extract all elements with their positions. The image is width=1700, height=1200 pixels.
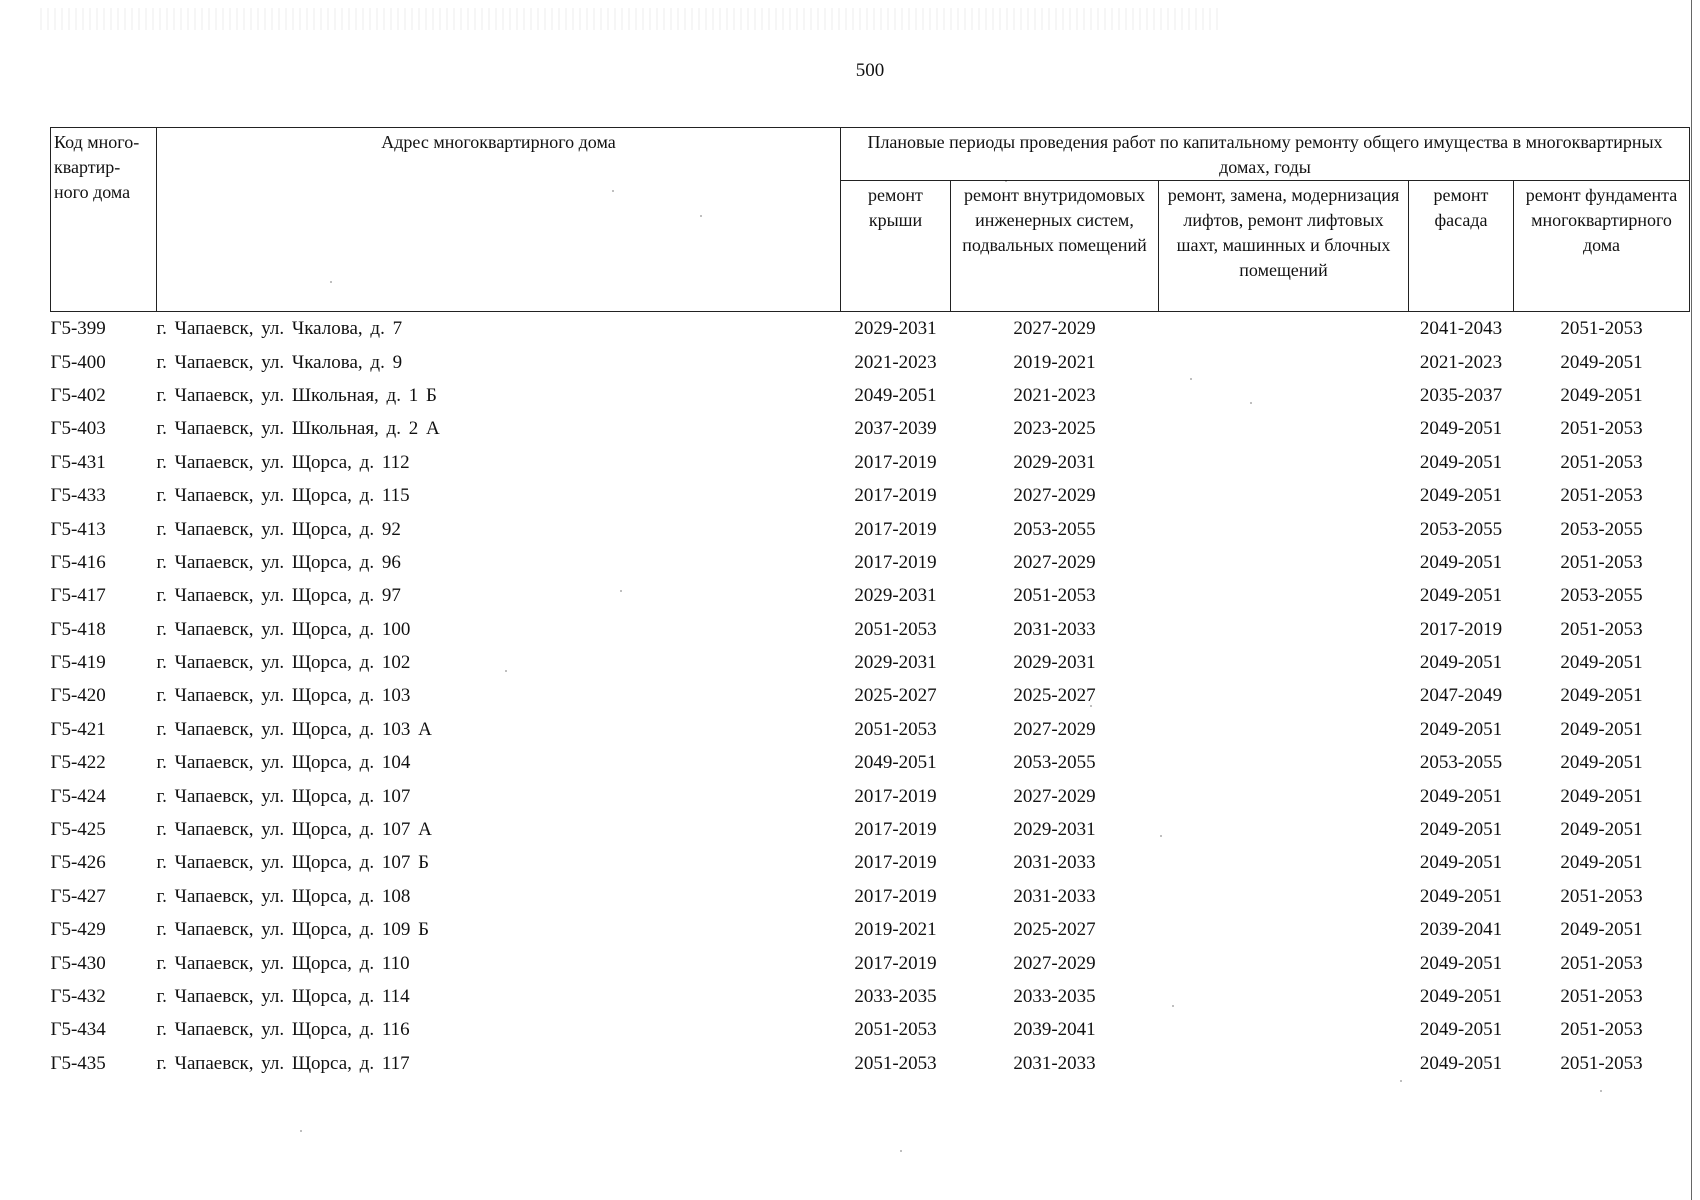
- cell-elevators: [1159, 345, 1409, 378]
- table-row: [51, 512, 1690, 545]
- cell-code: Г5-429: [50, 919, 106, 941]
- cell-systems: 2053-2055: [1013, 752, 1096, 774]
- cell-address: г. Чапаевск, ул. Щорса, д. 107: [156, 785, 411, 807]
- cell-elevators: [1159, 446, 1409, 479]
- table-row: [51, 880, 1690, 913]
- cell-systems: 2025-2027: [1013, 919, 1096, 941]
- cell-address: г. Чапаевск, ул. Щорса, д. 116: [156, 1019, 410, 1041]
- scan-speck: [620, 590, 622, 592]
- cell-facade: 2049-2051: [1419, 652, 1503, 674]
- cell-roof: 2017-2019: [854, 952, 937, 974]
- cell-facade: 2017-2019: [1419, 618, 1503, 640]
- cell-elevators: [1159, 379, 1409, 412]
- cell-elevators: [1159, 880, 1409, 913]
- cell-facade: 2049-2051: [1419, 451, 1503, 473]
- cell-foundation: 2049-2051: [1560, 752, 1643, 774]
- cell-roof: 2021-2023: [854, 351, 937, 373]
- scan-speck: [1160, 835, 1162, 837]
- cell-facade: 2053-2055: [1419, 518, 1503, 540]
- cell-address: г. Чапаевск, ул. Чкалова, д. 7: [156, 318, 403, 340]
- cell-facade: 2041-2043: [1419, 318, 1503, 340]
- cell-address: г. Чапаевск, ул. Щорса, д. 109 Б: [156, 919, 429, 941]
- cell-foundation: 2051-2053: [1560, 1052, 1643, 1074]
- cell-roof: 2051-2053: [854, 1019, 937, 1041]
- cell-address: г. Чапаевск, ул. Школьная, д. 2 А: [156, 418, 440, 440]
- cell-systems: 2031-2033: [1013, 885, 1096, 907]
- cell-foundation: 2053-2055: [1560, 518, 1643, 540]
- cell-systems: 2051-2053: [1013, 585, 1096, 607]
- cell-roof: 2017-2019: [854, 551, 937, 573]
- cell-code: Г5-400: [50, 351, 106, 373]
- cell-foundation: 2051-2053: [1560, 986, 1643, 1007]
- scan-speck: [1250, 402, 1252, 404]
- cell-address: г. Чапаевск, ул. Школьная, д. 1 Б: [156, 384, 437, 406]
- scan-speck: [1190, 378, 1192, 380]
- cell-systems: 2031-2033: [1013, 1052, 1096, 1074]
- cell-code: Г5-402: [50, 384, 106, 406]
- cell-elevators: [1159, 512, 1409, 545]
- cell-roof: 2017-2019: [854, 852, 937, 874]
- cell-systems: 2025-2027: [1013, 685, 1096, 707]
- scan-speck: [300, 1130, 302, 1132]
- cell-systems: 2039-2041: [1013, 1019, 1096, 1041]
- cell-elevators: [1159, 779, 1409, 812]
- table-row: [51, 1013, 1690, 1046]
- cell-foundation: 2049-2051: [1560, 384, 1643, 406]
- cell-facade: 2049-2051: [1419, 952, 1503, 974]
- cell-foundation: 2051-2053: [1560, 885, 1643, 907]
- table-row: [51, 1047, 1690, 1080]
- cell-code: Г5-424: [50, 785, 106, 807]
- cell-roof: 2017-2019: [854, 451, 937, 473]
- cell-code: Г5-416: [50, 551, 106, 573]
- cell-roof: 2037-2039: [854, 418, 937, 440]
- table-row: [51, 579, 1690, 612]
- header-elevators: ремонт, замена, модернизация лифтов, ремонт лифтовых шахт, машинных и блочных помещений: [1159, 181, 1409, 312]
- cell-foundation: 2049-2051: [1560, 652, 1643, 674]
- cell-address: г. Чапаевск, ул. Щорса, д. 115: [156, 485, 410, 507]
- table-row: [51, 312, 1690, 346]
- table-row: [51, 679, 1690, 712]
- cell-facade: 2049-2051: [1419, 418, 1503, 440]
- table-row: [51, 779, 1690, 812]
- scan-speck: [1090, 705, 1092, 707]
- table-row: [51, 412, 1690, 445]
- cell-systems: 2027-2029: [1013, 551, 1096, 573]
- cell-elevators: [1159, 613, 1409, 646]
- table-row: [51, 379, 1690, 412]
- cell-foundation: 2049-2051: [1560, 819, 1643, 841]
- cell-foundation: 2049-2051: [1560, 718, 1643, 740]
- header-systems: ремонт внутридомовых инженерных систем, подвальных помещений: [951, 181, 1159, 312]
- cell-address: г. Чапаевск, ул. Щорса, д. 97: [156, 585, 401, 607]
- table-body: [51, 312, 1690, 1080]
- cell-elevators: [1159, 846, 1409, 879]
- cell-code: Г5-422: [50, 752, 106, 774]
- cell-foundation: 2049-2051: [1560, 919, 1643, 941]
- cell-elevators: [1159, 412, 1409, 445]
- cell-foundation: 2051-2053: [1560, 551, 1643, 573]
- cell-systems: 2027-2029: [1013, 952, 1096, 974]
- cell-elevators: [1159, 646, 1409, 679]
- header-facade: ремонт фасада: [1409, 181, 1514, 312]
- scan-speck: [1400, 1080, 1402, 1082]
- cell-address: г. Чапаевск, ул. Щорса, д. 92: [156, 518, 401, 540]
- cell-foundation: 2049-2051: [1560, 351, 1643, 373]
- cell-address: г. Чапаевск, ул. Щорса, д. 114: [156, 986, 410, 1007]
- cell-systems: 2031-2033: [1013, 618, 1096, 640]
- page-edge-rule: [1691, 0, 1692, 1200]
- cell-systems: 2033-2035: [1013, 986, 1096, 1007]
- cell-code: Г5-425: [50, 819, 106, 841]
- cell-address: г. Чапаевск, ул. Щорса, д. 107 Б: [156, 852, 429, 874]
- cell-systems: 2053-2055: [1013, 518, 1096, 540]
- cell-elevators: [1159, 679, 1409, 712]
- table-row: [51, 546, 1690, 579]
- cell-foundation: 2051-2053: [1560, 1019, 1643, 1041]
- cell-code: Г5-431: [50, 451, 106, 473]
- cell-systems: 2029-2031: [1013, 652, 1096, 674]
- cell-facade: 2049-2051: [1419, 852, 1503, 874]
- cell-foundation: 2049-2051: [1560, 785, 1643, 807]
- cell-systems: 2027-2029: [1013, 318, 1096, 340]
- scan-speck: [700, 215, 702, 217]
- cell-elevators: [1159, 913, 1409, 946]
- cell-roof: 2049-2051: [854, 752, 937, 774]
- cell-address: г. Чапаевск, ул. Щорса, д. 102: [156, 652, 411, 674]
- cell-facade: 2049-2051: [1419, 986, 1503, 1007]
- page-number: 500: [855, 60, 885, 81]
- cell-elevators: [1159, 713, 1409, 746]
- cell-code: Г5-432: [50, 986, 106, 1007]
- cell-code: Г5-418: [50, 618, 106, 640]
- cell-elevators: [1159, 546, 1409, 579]
- cell-code: Г5-420: [50, 685, 106, 707]
- cell-roof: 2029-2031: [854, 585, 937, 607]
- cell-systems: 2031-2033: [1013, 852, 1096, 874]
- cell-roof: 2017-2019: [854, 518, 937, 540]
- scan-speck: [900, 1150, 902, 1152]
- cell-roof: 2017-2019: [854, 885, 937, 907]
- header-roof: ремонт крыши: [841, 181, 951, 312]
- cell-roof: 2017-2019: [854, 819, 937, 841]
- cell-code: Г5-433: [50, 485, 106, 507]
- cell-address: г. Чапаевск, ул. Щорса, д. 110: [156, 952, 410, 974]
- cell-code: Г5-413: [50, 518, 106, 540]
- cell-code: Г5-434: [50, 1019, 106, 1041]
- cell-code: Г5-399: [50, 318, 106, 340]
- cell-facade: 2049-2051: [1419, 718, 1503, 740]
- cell-code: Г5-435: [50, 1052, 106, 1074]
- cell-elevators: [1159, 813, 1409, 846]
- cell-systems: 2029-2031: [1013, 451, 1096, 473]
- cell-elevators: [1159, 579, 1409, 612]
- cell-facade: 2049-2051: [1419, 885, 1503, 907]
- cell-address: г. Чапаевск, ул. Щорса, д. 96: [156, 551, 401, 573]
- table-row: [51, 813, 1690, 846]
- cell-roof: 2017-2019: [854, 785, 937, 807]
- cell-facade: 2035-2037: [1419, 384, 1503, 406]
- cell-address: г. Чапаевск, ул. Щорса, д. 117: [156, 1052, 410, 1074]
- cell-systems: 2019-2021: [1013, 351, 1096, 373]
- cell-foundation: 2053-2055: [1560, 585, 1643, 607]
- cell-roof: 2051-2053: [854, 718, 937, 740]
- cell-code: Г5-419: [50, 652, 106, 674]
- cell-facade: 2049-2051: [1419, 585, 1503, 607]
- cell-code: Г5-421: [50, 718, 106, 740]
- cell-elevators: [1159, 479, 1409, 512]
- cell-foundation: 2051-2053: [1560, 451, 1643, 473]
- cell-systems: 2023-2025: [1013, 418, 1096, 440]
- cell-facade: 2039-2041: [1419, 919, 1503, 941]
- cell-systems: 2021-2023: [1013, 384, 1096, 406]
- cell-roof: 2033-2035: [854, 986, 937, 1007]
- cell-elevators: [1159, 312, 1409, 346]
- cell-roof: 2051-2053: [854, 1052, 937, 1074]
- scan-speck: [1600, 1090, 1602, 1092]
- cell-facade: 2049-2051: [1419, 1052, 1503, 1074]
- cell-address: г. Чапаевск, ул. Щорса, д. 107 А: [156, 819, 432, 841]
- cell-facade: 2049-2051: [1419, 551, 1503, 573]
- header-code: Код много-квартир-ного дома: [51, 128, 157, 312]
- cell-facade: 2021-2023: [1419, 351, 1503, 373]
- cell-roof: 2029-2031: [854, 318, 937, 340]
- cell-elevators: [1159, 1013, 1409, 1046]
- cell-systems: 2027-2029: [1013, 785, 1096, 807]
- cell-roof: 2019-2021: [854, 919, 937, 941]
- header-address: Адрес многоквартирного дома: [157, 128, 841, 312]
- table-row: [51, 613, 1690, 646]
- cell-address: г. Чапаевск, ул. Щорса, д. 100: [156, 618, 411, 640]
- cell-systems: 2027-2029: [1013, 718, 1096, 740]
- cell-roof: 2017-2019: [854, 485, 937, 507]
- scan-speck: [612, 190, 614, 192]
- table-row: [51, 713, 1690, 746]
- table-row: [51, 479, 1690, 512]
- cell-code: Г5-426: [50, 852, 106, 874]
- scan-speck: [505, 670, 507, 672]
- cell-facade: 2047-2049: [1419, 685, 1503, 707]
- cell-roof: 2029-2031: [854, 652, 937, 674]
- cell-code: Г5-427: [50, 885, 106, 907]
- cell-elevators: [1159, 746, 1409, 779]
- cell-address: г. Чапаевск, ул. Щорса, д. 103: [156, 685, 411, 707]
- table-row: [51, 746, 1690, 779]
- cell-elevators: [1159, 980, 1409, 1013]
- repair-schedule-table: [50, 127, 1690, 1080]
- header-row-top: [51, 128, 1690, 181]
- cell-address: г. Чапаевск, ул. Щорса, д. 103 А: [156, 718, 432, 740]
- cell-address: г. Чапаевск, ул. Чкалова, д. 9: [156, 351, 403, 373]
- table-row: [51, 846, 1690, 879]
- scan-speck: [330, 281, 332, 283]
- cell-address: г. Чапаевск, ул. Щорса, д. 104: [156, 752, 411, 774]
- cell-code: Г5-403: [50, 418, 106, 440]
- cell-foundation: 2051-2053: [1560, 952, 1643, 974]
- table-row: [51, 913, 1690, 946]
- cell-facade: 2053-2055: [1419, 752, 1503, 774]
- cell-roof: 2051-2053: [854, 618, 937, 640]
- header-periods: Плановые периоды проведения работ по капитальному ремонту общего имущества в многоквартирных домах, годы: [841, 128, 1690, 181]
- cell-foundation: 2051-2053: [1560, 418, 1643, 440]
- cell-facade: 2049-2051: [1419, 485, 1503, 507]
- table-row: [51, 446, 1690, 479]
- cell-facade: 2049-2051: [1419, 819, 1503, 841]
- header-foundation: ремонт фундамента многоквартирного дома: [1514, 181, 1690, 312]
- cell-address: г. Чапаевск, ул. Щорса, д. 108: [156, 885, 411, 907]
- table-row: [51, 646, 1690, 679]
- cell-foundation: 2051-2053: [1560, 618, 1643, 640]
- cell-foundation: 2051-2053: [1560, 485, 1643, 507]
- cell-systems: 2029-2031: [1013, 819, 1096, 841]
- cell-elevators: [1159, 1047, 1409, 1080]
- cell-code: Г5-430: [50, 952, 106, 974]
- scan-speck: [1005, 180, 1007, 182]
- cell-elevators: [1159, 946, 1409, 979]
- cell-systems: 2027-2029: [1013, 485, 1096, 507]
- cell-facade: 2049-2051: [1419, 1019, 1503, 1041]
- cell-roof: 2049-2051: [854, 384, 937, 406]
- scan-speck: [1172, 1005, 1174, 1007]
- cell-code: Г5-417: [50, 585, 106, 607]
- cell-address: г. Чапаевск, ул. Щорса, д. 112: [156, 451, 410, 473]
- scan-noise: [40, 8, 1220, 30]
- table-row: [51, 345, 1690, 378]
- cell-foundation: 2049-2051: [1560, 852, 1643, 874]
- cell-foundation: 2051-2053: [1560, 318, 1643, 340]
- cell-facade: 2049-2051: [1419, 785, 1503, 807]
- cell-foundation: 2049-2051: [1560, 685, 1643, 707]
- table-row: [51, 946, 1690, 979]
- cell-roof: 2025-2027: [854, 685, 937, 707]
- table-row: [51, 980, 1690, 1013]
